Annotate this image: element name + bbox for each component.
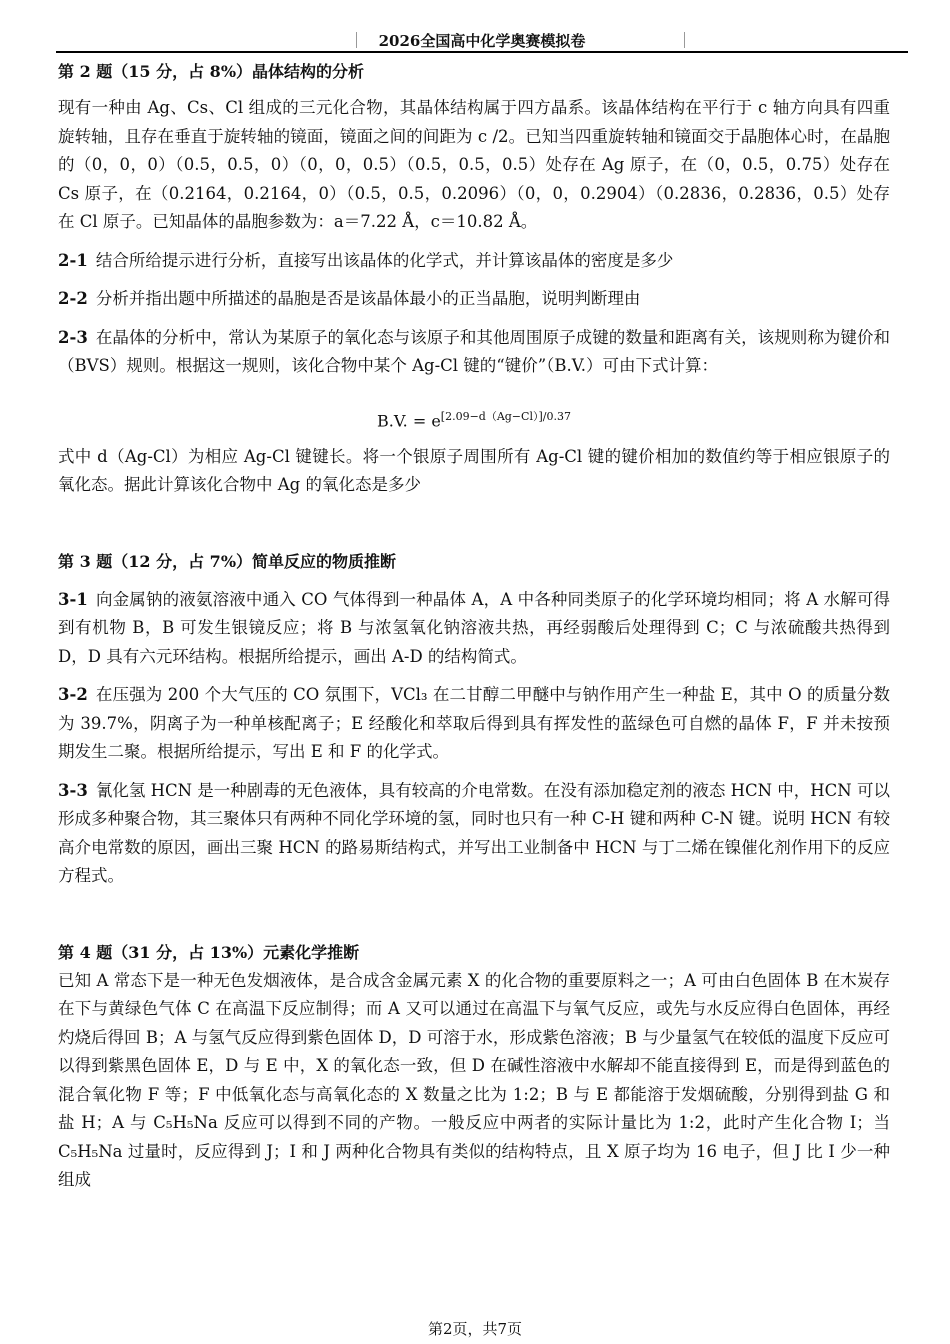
section-intro: 现有一种由 Ag、Cs、Cl 组成的三元化合物，其晶体结构属于四方晶系。该晶体结构在平行于 c 轴方向具有四重旋转轴，且存在垂直于旋转轴的镜面，镜面之间的间距为 c /2。已知当四重旋转轴和镜面交于晶胞体心时，在晶胞的（0，0，0）（0.5，0.5，0）（0，0，0.5）（0.5，0.5，0.5）处存在 Ag 原子，在（0，0.5，0.75）处存在 Cs 原子，在（0.2164，0.2164，0）（0.5，0.5，0.2096）（0，0，0.2904）（0.2836，0.2836，0.5）处存在 Cl 原子。已知晶体的晶胞参数为：a＝7.22 Å，c＝10.82 Å。 (58, 98, 890, 231)
section-title: 第 2 题（15 分，占 8%）晶体结构的分析 (58, 62, 365, 81)
header-divider-right (684, 32, 685, 48)
question-2-3 (58, 324, 890, 381)
question-number: 3-1 (58, 589, 88, 609)
section-title: 第 4 题（31 分，占 13%）元素化学推断 (58, 942, 360, 962)
bond-valence-formula (58, 395, 890, 435)
formula-exponent: [2.09−d（Ag−Cl）]/0.37 (440, 409, 571, 423)
question-number: 3-2 (58, 685, 88, 704)
section-text: 已知 A 常态下是一种无色发烟液体，是合成含金属元素 X 的化合物的重要原料之一；A 可由白色固体 B 在木炭存在下与黄绿色气体 C 在高温下反应制得；而 A 又可以通过在高温下与氧气反应，或先与水反应得白色固体，再经灼烧后得回 B；A 与氢气反应得到紫色固体 D，D 可溶于水，形成紫色溶液；B 与少量氢气在较低的温度下反应可以得到紫黑色固体 E，D 与 E 中，X 的氧化态一致，但 D 在碱性溶液中水解却不能直接得到 E，而是得到蓝色的混合氧化物 F 等；F 中低氧化态与高氧化态的 X 数量之比为 1:2；B 与 E 都能溶于发烟硫酸，分别得到盐 G 和盐 H；A 与 C₅H₅Na 反应可以得到不同的产物。一般反应中两者的实际计量比为 1:2，此时产生化合物 I；当 C₅H₅Na 过量时，反应得到 J；I 和 J 两种化合物具有类似的结构特点，且 X 原子均为 16 电子，但 J 比 I 少一种组成 (58, 970, 890, 1189)
question-2-1 (58, 247, 890, 276)
question-2-2 (58, 285, 890, 314)
question-number: 2-1 (58, 250, 88, 270)
question-number: 2-2 (58, 289, 88, 308)
question-3-3 (58, 777, 890, 891)
page-header (56, 30, 908, 52)
question-text: 分析并指出题中所描述的晶胞是否是该晶体最小的正当晶胞，说明判断理由 (95, 289, 641, 308)
formula-explanation: 式中 d（Ag-Cl）为相应 Ag-Cl 键键长。将一个银原子周围所有 Ag-Cl 键的键价相加的数值约等于相应银原子的氧化态。据此计算该化合物中 Ag 的氧化态是多少 (58, 446, 890, 494)
question-3-1 (58, 586, 890, 672)
question-text: 结合所给提示进行分析，直接写出该晶体的化学式，并计算该晶体的密度是多少 (95, 250, 674, 270)
section-title: 第 3 题（12 分，占 7%）简单反应的物质推断 (58, 551, 397, 571)
question-text: 向金属钠的液氨溶液中通入 CO 气体得到一种晶体 A，A 中各种同类原子的化学环境均相同；将 A 水解可得到有机物 B，B 可发生银镜反应；将 B 与浓氢氧化钠溶液共热，再经弱酸后处理得到 C；C 与浓硫酸共热得到 D，D 具有六元环结构。根据所给提示，画出 A-D 的结构简式。 (58, 589, 890, 666)
question-3-2 (58, 681, 890, 767)
header-rule (56, 51, 908, 53)
page-content (58, 58, 890, 1195)
question-text: 在晶体的分析中，常认为某原子的氧化态与该原子和其他周围原子成键的数量和距离有关，该规则称为键价和（BVS）规则。根据这一规则，该化合物中某个 Ag-Cl 键的“键价”（B.V.）可由下式计算： (58, 327, 890, 375)
page-number: 第2页，共7页 (427, 1320, 523, 1338)
question-number: 2-3 (58, 327, 88, 347)
formula-base: B.V. = e (377, 410, 441, 430)
question-text: 氰化氢 HCN 是一种剧毒的无色液体，具有较高的介电常数。在没有添加稳定剂的液态 HCN 中，HCN 可以形成多种聚合物，其三聚体只有两种不同化学环境的氢，同时也只有一种 C-H 键和两种 C-N 键。说明 HCN 有较高介电常数的原因，画出三聚 HCN 的路易斯结构式，并写出工业制备中 HCN 与丁二烯在镍催化剂作用下的反应方程式。 (58, 780, 890, 885)
question-number: 3-3 (58, 780, 88, 800)
exam-title: 2026全国高中化学奥赛模拟卷 (378, 32, 586, 50)
question-text: 在压强为 200 个大气压的 CO 氛围下，VCl₃ 在二甘醇二甲醚中与钠作用产生一种盐 E，其中 O 的质量分数为 39.7%，阴离子为一种单核配离子；E 经酸化和萃取后得到具有挥发性的蓝绿色可自燃的晶体 F，F 并未按预期发生二聚。根据所给提示，写出 E 和 F 的化学式。 (58, 685, 890, 761)
